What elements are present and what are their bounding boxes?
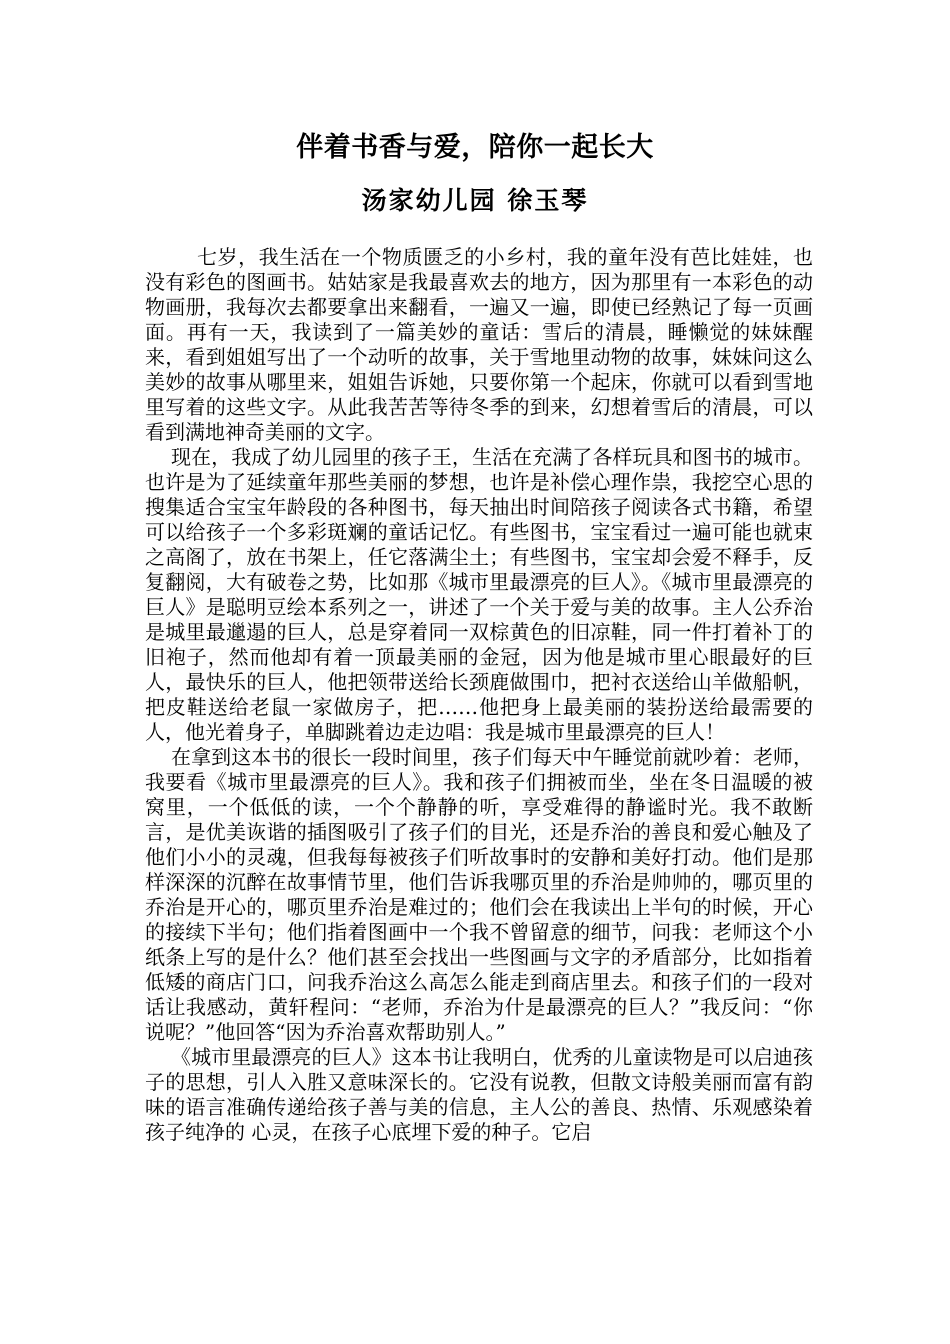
document-title: 伴着书香与爱，陪你一起长大	[296, 132, 654, 163]
author-line: 汤家幼儿园 徐玉琴	[361, 186, 589, 215]
paragraph-3: 在拿到这本书的很长一段时间里，孩子们每天中午睡觉前就吵着：老师，我要看《城市里最漂亮的巨人》。我和孩子们拥被而坐，坐在冬日温暖的被窝里，一个低低的读，一个个静静的听，享受难得的静谧时光。我不敢断言，是优美诙谐的插图吸引了孩子们的目光，还是乔治的善良和爱心触及了他们小小的灵魂，但我每每被孩子们听故事时的安静和美好打动。他们是那样深深的沉醉在故事情节里，他们告诉我哪页里的乔治是帅帅的，哪页里的乔治是开心的，哪页里乔治是难过的；他们会在我读出上半句的时候，开心的接续下半句；他们指着图画中一个我不曾留意的细节，问我：老师这个小纸条上写的是什么？他们甚至会找出一些图画与文字的矛盾部分，比如指着低矮的商店门口，问我乔治这么高怎么能走到商店里去。和孩子们的一段对话让我感动，黄轩程问：“老师，乔治为什是最漂亮的巨人？”我反问：“你说呢？”他回答“因为乔治喜欢帮助别人。”	[145, 745, 813, 1044]
paragraph-1: 七岁，我生活在一个物质匮乏的小乡村，我的童年没有芭比娃娃，也没有彩色的图画书。姑姑家是我最喜欢去的地方，因为那里有一本彩色的动物画册，我每次去都要拿出来翻看，一遍又一遍，即使已经熟记了每一页画面。再有一天，我读到了一篇美妙的童话：雪后的清晨，睡懒觉的妹妹醒来，看到姐姐写出了一个动听的故事，关于雪地里动物的故事，妹妹问这么美妙的故事从哪里来，姐姐告诉她，只要你第一个起床，你就可以看到雪地里写着的这些文字。从此我苦苦等待冬季的到来，幻想着雪后的清晨，可以看到满地神奇美丽的文字。	[145, 245, 813, 444]
paragraph-2: 现在，我成了幼儿园里的孩子王，生活在充满了各样玩具和图书的城市。也许是为了延续童年那些美丽的梦想，也许是补偿心理作祟，我挖空心思的搜集适合宝宝年龄段的各种图书，每天抽出时间陪孩子阅读各式书籍，希望可以给孩子一个多彩斑斓的童话记忆。有些图书，宝宝看过一遍可能也就束之高阁了，放在书架上，任它落满尘土；有些图书，宝宝却会爱不释手，反复翻阅，大有破卷之势，比如那《城市里最漂亮的巨人》。《城市里最漂亮的巨人》是聪明豆绘本系列之一，讲述了一个关于爱与美的故事。主人公乔治是城里最邋遢的巨人，总是穿着同一双棕黄色的旧凉鞋，同一件打着补丁的旧袍子，然而他却有着一顶最美丽的金冠，因为他是城市里心眼最好的巨 人，最快乐的巨人，他把领带送给长颈鹿做围巾，把衬衣送给山羊做船帆，把皮鞋送给老鼠一家做房子，把……他把身上最美丽的装扮送给最需要的人，他光着身子，单脚跳着边走边唱：我是城市里最漂亮的巨人！	[145, 445, 813, 744]
document-body	[145, 245, 813, 1145]
paragraph-4: 《城市里最漂亮的巨人》这本书让我明白，优秀的儿童读物是可以启迪孩子的思想，引人入胜又意味深长的。它没有说教，但散文诗般美丽而富有韵味的语言准确传递给孩子善与美的信息，主人公的善良、热情、乐观感染着孩子纯净的 心灵，在孩子心底埋下爱的种子。它启	[145, 1045, 813, 1144]
